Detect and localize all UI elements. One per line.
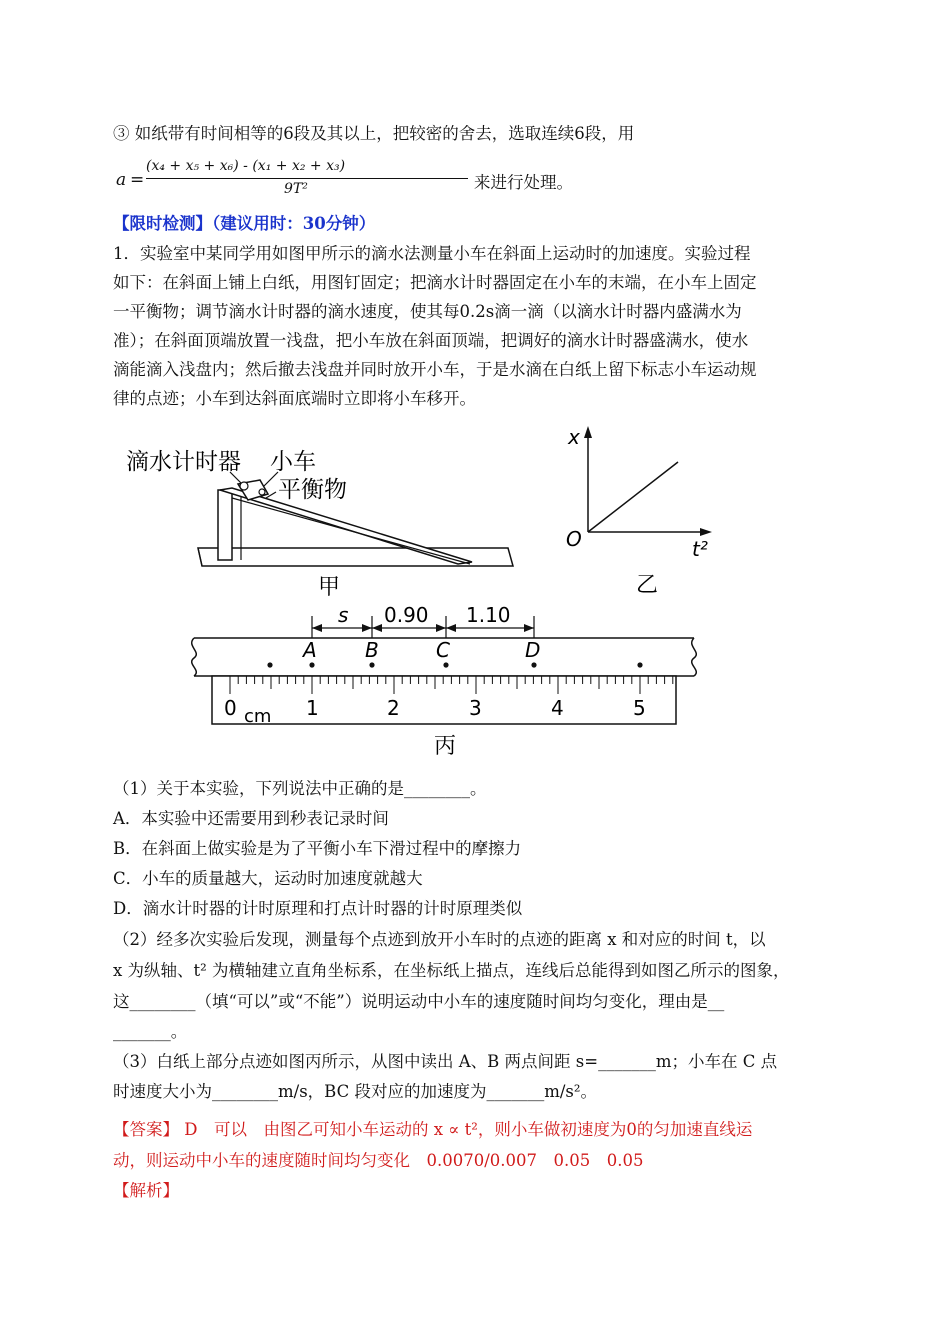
- formula-denominator: 9T²: [284, 181, 308, 197]
- caption-bing: 丙: [434, 734, 457, 759]
- formula-suffix: 来进行处理。: [474, 173, 573, 192]
- option-c: C．小车的质量越大，运动时加速度就越大: [113, 869, 423, 888]
- part2-line: 这________（填“可以”或“不能”）说明运动中小车的速度随时间均匀变化，理由是__: [113, 992, 725, 1011]
- answer-line: 【答案】 D 可以 由图乙可知小车运动的 x ∝ t²，则小车做初速度为0的匀加速直线运: [113, 1120, 753, 1139]
- dot-a: [309, 662, 314, 667]
- dot-c: [443, 662, 448, 667]
- option-d: D．滴水计时器的计时原理和打点计时器的计时原理类似: [113, 899, 523, 918]
- fraction-bar: [146, 178, 468, 179]
- question-line: 律的点迹；小车到达斜面底端时立即将小车移开。: [113, 389, 476, 408]
- strip-right-edge: [692, 638, 697, 676]
- dot-b: [369, 662, 374, 667]
- question-line: 滴能滴入浅盘内；然后撤去浅盘并同时放开小车，于是水滴在白纸上留下标志小车运动规: [113, 360, 757, 379]
- section-title: 【限时检测】（建议用时：30分钟）: [113, 214, 376, 233]
- formula-lhs: a: [116, 170, 127, 190]
- figure-yi: [560, 424, 720, 600]
- part3-line: 时速度大小为________m/s，BC 段对应的加速度为_______m/s²。: [113, 1082, 598, 1101]
- option-b: B．在斜面上做实验是为了平衡小车下滑过程中的摩擦力: [113, 839, 522, 858]
- part2-line: x 为纵轴、t² 为横轴建立直角坐标系，在坐标纸上描点，连线后总能得到如图乙所示的图象，: [113, 961, 790, 980]
- ruler-label-3: 3: [469, 696, 482, 720]
- ruler: [212, 676, 676, 724]
- caption-yi: 乙: [636, 573, 659, 598]
- ruler-label-2: 2: [387, 696, 400, 720]
- figure-bing: [182, 602, 712, 762]
- formula-eq: =: [130, 170, 145, 190]
- question-line: 准）；在斜面顶端放置一浅盘，把小车放在斜面顶端，把调好的滴水计时器盛满水，使水: [113, 331, 749, 350]
- question-line: 一平衡物；调节滴水计时器的滴水速度，使其每0.2s滴一滴（以滴水计时器内盛满水为: [113, 302, 742, 321]
- graph-line: [588, 462, 678, 532]
- answer-line: 动，则运动中小车的速度随时间均匀变化 0.0070/0.007 0.05 0.05: [113, 1151, 644, 1170]
- axis-y-label: x: [568, 425, 580, 449]
- point-b-label: B: [365, 638, 379, 662]
- ruler-label-4: 4: [551, 696, 564, 720]
- ruler-label-1: 1: [306, 696, 319, 720]
- segment-ab: 0.90: [384, 603, 429, 627]
- formula: [116, 156, 573, 206]
- ruler-label-0: 0: [224, 696, 237, 720]
- caption-jia: 甲: [318, 575, 341, 600]
- weight: [259, 489, 265, 495]
- label-weight: 平衡物: [278, 477, 347, 503]
- ruler-label-5: 5: [633, 696, 646, 720]
- analysis-label: 【解析】: [113, 1181, 179, 1200]
- label-timer: 滴水计时器: [126, 449, 241, 475]
- timer: [240, 482, 248, 490]
- item3-text: ③ 如纸带有时间相等的6段及其以上，把较密的舍去，选取连续6段，用: [113, 124, 635, 143]
- dot: [267, 662, 272, 667]
- point-c-label: C: [436, 638, 450, 662]
- segment-s: s: [338, 603, 349, 627]
- ruler-unit: cm: [244, 706, 272, 727]
- question-line: 如下：在斜面上铺上白纸，用图钉固定；把滴水计时器固定在小车的末端，在小车上固定: [113, 273, 757, 292]
- part2-line: （2）经多次实验后发现，测量每个点迹到放开小车时的点迹的距离 x 和对应的时间 t，以: [113, 930, 766, 949]
- support-post: [218, 490, 232, 560]
- strip-left-edge: [192, 638, 197, 676]
- axis-x-label: t²: [692, 537, 708, 561]
- question-line: 1．实验室中某同学用如图甲所示的滴水法测量小车在斜面上运动时的加速度。实验过程: [113, 244, 751, 263]
- origin-label: O: [566, 527, 582, 551]
- segment-bc: 1.10: [466, 603, 511, 627]
- dot: [637, 662, 642, 667]
- dot-d: [531, 662, 536, 667]
- point-d-label: D: [525, 638, 541, 662]
- point-a-label: A: [303, 638, 317, 662]
- label-cart: 小车: [270, 449, 316, 475]
- part2-line: _______。: [113, 1022, 188, 1041]
- option-a: A．本实验中还需要用到秒表记录时间: [113, 809, 389, 828]
- formula-numerator: (x₄ + x₅ + x₆) - (x₁ + x₂ + x₃): [146, 158, 346, 174]
- part1-stem: （1）关于本实验，下列说法中正确的是________。: [113, 779, 487, 798]
- part3-line: （3）白纸上部分点迹如图丙所示，从图中读出 A、B 两点间距 s=_______m；小车在 C 点: [113, 1052, 778, 1071]
- figure-jia: [120, 440, 530, 605]
